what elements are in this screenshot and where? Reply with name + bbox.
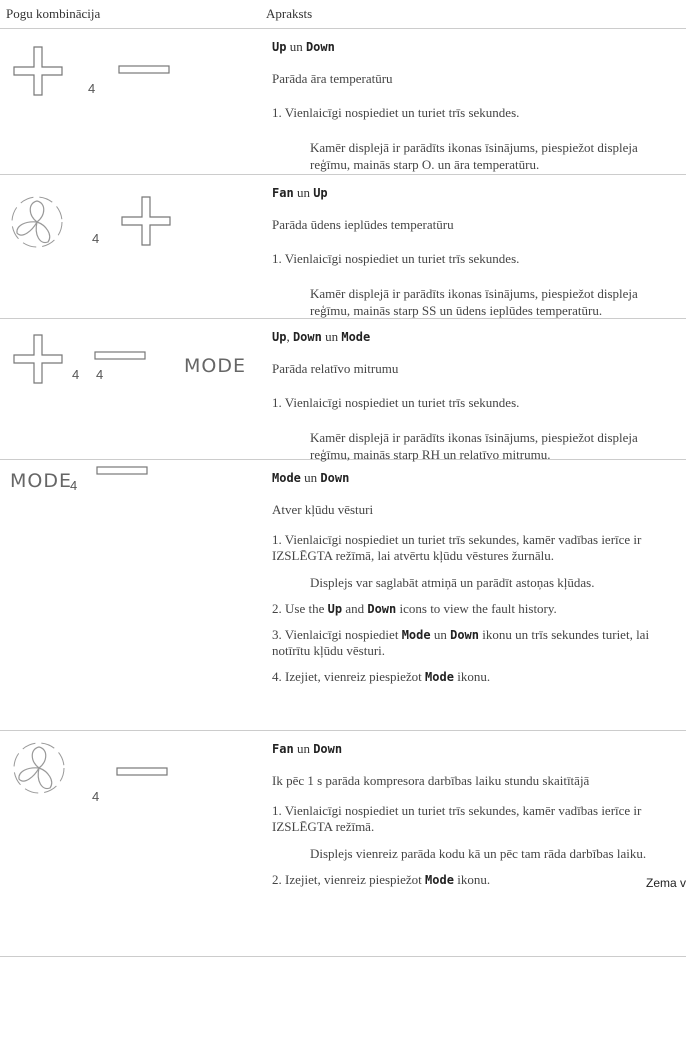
minus-icon [94, 351, 146, 361]
row-icons [0, 460, 262, 730]
row-subtitle: Ik pēc 1 s parāda kompresora darbības laiku stundu skaitītājā [272, 773, 590, 788]
icon-number: 4 [70, 478, 78, 493]
note: Kamēr displejā ir parādīts ikonas īsinājums, piespiežot displeja reģīmu, mainās starp SS un ūdens ieplūdes temperatūru. [310, 286, 638, 318]
table-row [0, 319, 686, 460]
keyword-up: Up [327, 602, 343, 616]
keyword-up: Up [313, 186, 328, 200]
keyword-down: Down [367, 602, 397, 616]
keyword-down: Down [313, 742, 343, 756]
joiner: un [289, 39, 303, 54]
step-2: 2. Izejiet, vienreiz piespiežot Mode ikonu. [272, 872, 491, 887]
row-icons [0, 175, 262, 318]
minus-icon [96, 466, 148, 476]
joiner: un [296, 741, 310, 756]
note: Displejs vienreiz parāda kodu kā un pēc tam rāda darbības laiku. [310, 846, 647, 861]
joiner: un [325, 329, 339, 344]
step-3: 3. Vienlaicīgi nospiediet Mode un Down ikonu un trīs sekundes turiet, lai notīrītu kļūdu vēsturi. [272, 627, 650, 658]
row-title [272, 470, 678, 486]
keyword-mode: Mode [401, 628, 431, 642]
row-description [262, 731, 686, 956]
mode-icon: MODE [10, 470, 72, 492]
step-1: 1. Vienlaicīgi nospiediet un turiet trīs sekundes, kamēr vadības ierīce ir IZSLĒGTA režīmā. [272, 803, 642, 834]
step-1: 1. Vienlaicīgi nospiediet un turiet trīs sekundes. [272, 251, 520, 266]
icon-number: 4 [96, 367, 104, 382]
minus-icon [118, 65, 170, 75]
step-1: 1. Vienlaicīgi nospiediet un turiet trīs sekundes. [272, 105, 520, 120]
fan-icon [10, 739, 68, 797]
row-description [262, 460, 686, 730]
minus-icon [116, 767, 168, 777]
icon-number: 4 [92, 231, 100, 246]
keyword-mode: Mode [425, 873, 454, 887]
step-1: 1. Vienlaicīgi nospiediet un turiet trīs sekundes. [272, 395, 520, 410]
row-icons [0, 731, 262, 956]
icon-number: 4 [72, 367, 80, 382]
row-title [272, 39, 678, 55]
row-subtitle: Parāda ūdens ieplūdes temperatūru [272, 217, 454, 232]
table-row [0, 175, 686, 319]
row-icons [0, 29, 262, 174]
steps [272, 532, 678, 685]
plus-icon [120, 195, 172, 247]
keyword-fan: Fan [272, 186, 294, 200]
fan-icon [8, 193, 66, 251]
icon-number: 4 [88, 81, 96, 96]
header-button-combination: Pogu kombinācija [6, 6, 101, 21]
keyword-up: Up [272, 40, 287, 54]
step-4: 4. Izejiet, vienreiz piespiežot Mode ikonu. [272, 669, 491, 684]
keyword-mode: Mode [425, 670, 454, 684]
table-row [0, 29, 686, 175]
row-title [272, 185, 678, 201]
note: Kamēr displejā ir parādīts ikonas īsinājums, piespiežot displeja reģīmu, mainās starp RH un relatīvo mitrumu. [310, 430, 638, 462]
joiner: un [296, 185, 310, 200]
plus-icon [12, 45, 64, 97]
mode-icon: MODE [184, 355, 246, 377]
plus-icon [12, 333, 64, 385]
row-title [272, 741, 678, 757]
row-description [262, 175, 686, 318]
keyword-mode: Mode [341, 330, 371, 344]
keyword-down: Down [450, 628, 479, 642]
keyword-down: Down [305, 40, 335, 54]
table-row [0, 731, 686, 957]
keyword-down: Down [320, 471, 350, 485]
step-1: 1. Vienlaicīgi nospiediet un turiet trīs sekundes, kamēr vadības ierīce ir IZSLĒGTA režīmā, lai atvērtu kļūdu vēstures žurnālu. [272, 532, 642, 563]
note: Kamēr displejā ir parādīts ikonas īsinājums, piespiežot displeja reģīmu, mainās starp O. un āra temperatūru. [310, 140, 638, 172]
keyword-mode: Mode [272, 471, 301, 485]
joiner: un [304, 470, 318, 485]
table-row [0, 460, 686, 731]
keyword-up: Up [272, 330, 287, 344]
row-icons [0, 319, 262, 459]
row-title [272, 329, 678, 345]
row-description [262, 319, 686, 462]
joiner: , [286, 329, 290, 344]
row-subtitle: Atver kļūdu vēsturi [272, 502, 374, 517]
row-subtitle: Parāda relatīvo mitrumu [272, 361, 399, 376]
row-subtitle: Parāda āra temperatūru [272, 71, 393, 86]
keyword-fan: Fan [272, 742, 294, 756]
keyword-down: Down [292, 330, 322, 344]
step-2: 2. Use the Up and Down icons to view the fault history. [272, 601, 557, 616]
icon-number: 4 [92, 789, 100, 804]
steps [272, 803, 678, 888]
overflow-text: Zema v [645, 876, 686, 890]
table-header [0, 0, 686, 29]
note: Displejs var saglabāt atmiņā un parādīt astoņas kļūdas. [310, 575, 595, 590]
header-description: Apraksts [266, 6, 313, 21]
row-description [262, 29, 686, 174]
